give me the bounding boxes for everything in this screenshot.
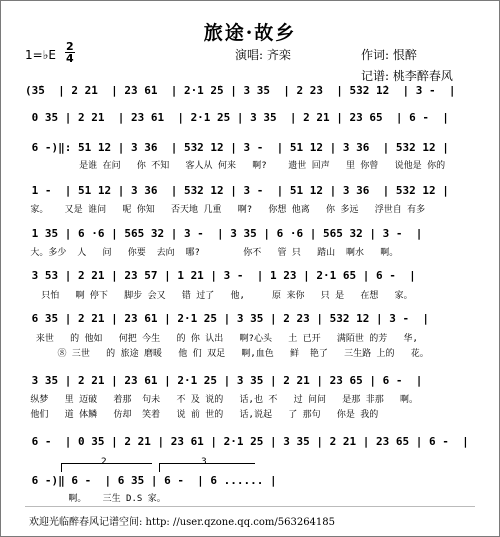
notation-line-3: 6 -)‖: 51 12 | 3 36 | 532 12 | 3 - | 51 12 | 3 36 | 532 12 |: [25, 141, 449, 154]
notation-line-7: 6 35 | 2 21 | 23 61 | 2·1 25 | 3 35 | 2 23 | 532 12 | 3 - |: [25, 312, 429, 325]
arranger-credit: 记谱: 桃李醉春风: [361, 69, 453, 83]
volta-number-2: 3: [201, 457, 207, 467]
notation-line-10: 6 -)‖ 6 - | 6 35 | 6 - | 6 ...... |: [25, 474, 277, 487]
notation-line-2: 0 35 | 2 21 | 23 61 | 2·1 25 | 3 35 | 2 21 | 23 65 | 6 - |: [25, 111, 449, 124]
song-title: 旅途·故乡: [203, 22, 297, 44]
lyrics-line-7b: ⑧ 三世 的 旅途 磨暖 他 们 双足 啊,血色 鲜 艳了 三生路 上的 花。: [25, 349, 429, 359]
footer-divider: [25, 506, 475, 507]
footer-credit: 欢迎光临醉春风记谱空间: http: //user.qzone.qq.com/563264185: [29, 517, 336, 528]
volta-bracket-2: [159, 463, 255, 472]
volta-number-1: 2: [101, 457, 107, 467]
notation-line-5: 1 35 | 6 ·6 | 565 32 | 3 - | 3 35 | 6 ·6 | 565 32 | 3 - |: [25, 227, 423, 240]
lyrics-line-5: 大。多少 人 问 你要 去向 哪? 你不 管 只 踏山 啊水 啊。: [25, 248, 399, 258]
lyricist-credit: 作词: 恨醉: [361, 48, 417, 62]
singer-credit: 演唱: 齐栾: [235, 48, 291, 62]
lyrics-line-10: 啊。 三生 D.S 家。: [25, 494, 166, 504]
notation-line-1: (3̇5 | 2 2̇1 | 2̇3 6̇1 | 2·1 2̇5 | 3 3̇5 | 2 2̇3 | 5̇32 1̇2 | 3 - |: [25, 84, 456, 97]
key-signature: 1=♭E: [25, 48, 56, 62]
time-signature: [65, 41, 75, 64]
time-bottom: 4: [66, 52, 74, 65]
time-top: 2: [66, 40, 74, 53]
notation-line-6: 3 53 | 2 21 | 23 57 | 1 21 | 3 - | 1 23 | 2·1 65 | 6 - |: [25, 269, 416, 282]
lyrics-line-6: 只怕 啊 停下 脚步 会又 错 过了 他, 原 来你 只 是 在想 家。: [25, 291, 413, 301]
lyrics-line-4: 家。 又是 谁问 呢 你知 否天地 几重 啊? 你想 他离 你 多远 浮世自 有多: [25, 205, 426, 215]
notation-line-9: 6 - | 0 35 | 2 21 | 23 61 | 2·1 25 | 3 35 | 2 21 | 23 65 | 6 - |: [25, 435, 469, 448]
lyrics-line-8b: 他们 道 体鳞 仿却 笑着 说 前 世的 话,说起 了 那句 你是 我的: [25, 410, 379, 420]
lyrics-line-3: 是谁 在问 你 不知 客人从 何来 啊? 遗世 回声 里 你曾 说他是 你的: [25, 161, 446, 171]
lyrics-line-7: 来世 的 他如 何把 今生 的 你 认出 啊?心头 土 已开 满陌世 的芳 华,: [25, 334, 418, 344]
notation-line-4: 1 - | 51 12 | 3 36 | 532 12 | 3 - | 51 12 | 3 36 | 532 12 |: [25, 184, 449, 197]
notation-line-8: 3 35 | 2 21 | 23 61 | 2·1 25 | 3 35 | 2 21 | 23 65 | 6 - |: [25, 374, 423, 387]
lyrics-line-8: 纵梦 里 迈破 着那 句未 不 及 说的 话,也 不 过 问问 是那 非那 啊。: [25, 395, 418, 405]
